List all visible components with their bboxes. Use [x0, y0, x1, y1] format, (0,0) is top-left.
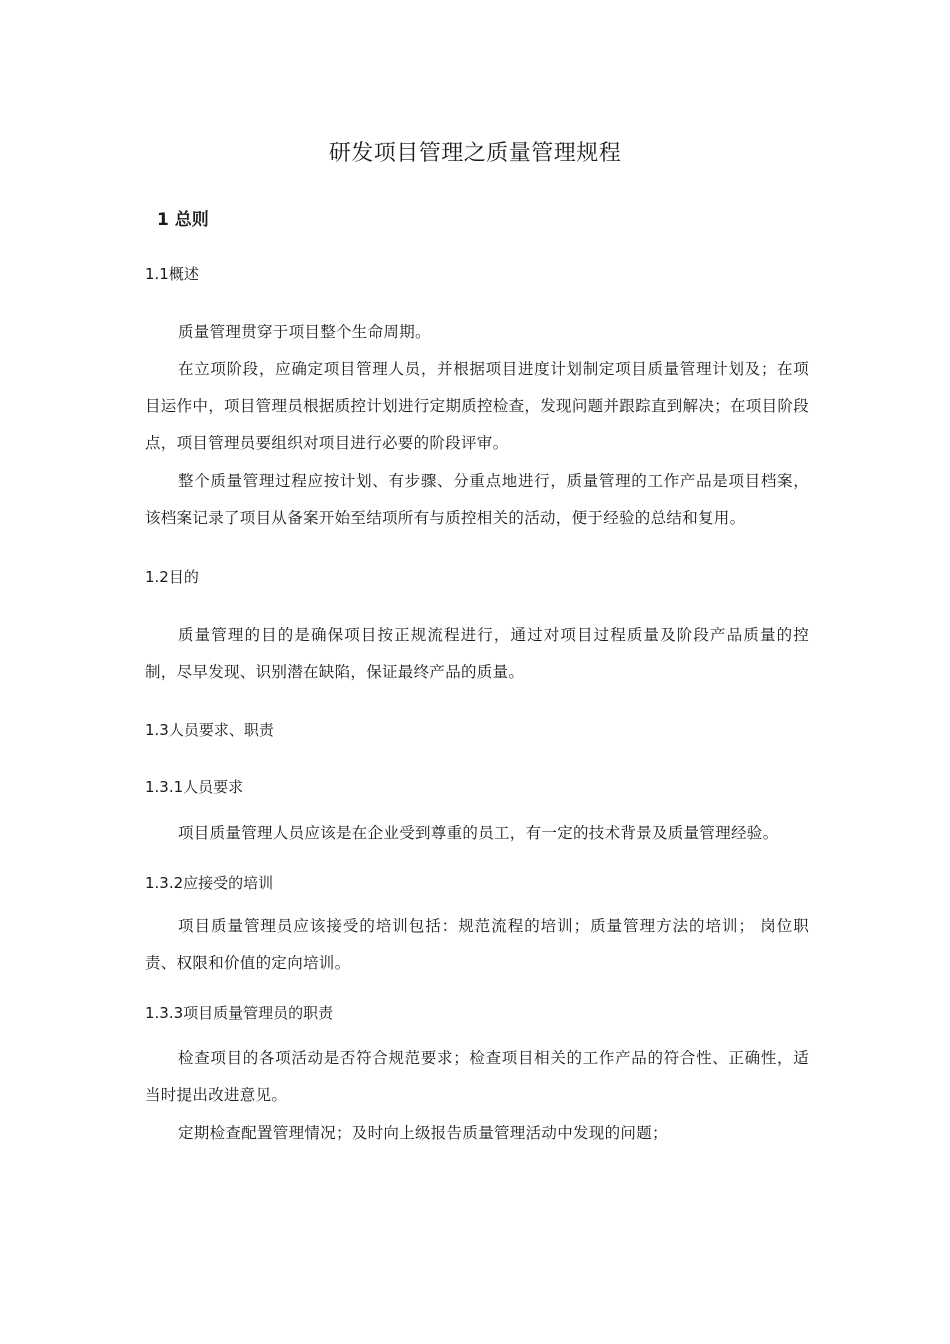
- paragraph-1-3-1-a: 项目质量管理人员应该是在企业受到尊重的员工，有一定的技术背景及质量管理经验。: [178, 824, 779, 842]
- paragraph-1-1-b: 在立项阶段，应确定项目管理人员，并根据项目进度计划制定项目质量管理计划及；在项目运作中，项目管理员根据质控计划进行定期质控检查，发现问题并跟踪直到解决；在项目阶段点，项目管理员要组织对项目进行必要的阶段评审。: [145, 360, 809, 452]
- paragraph-1-1-a: 质量管理贯穿于项目整个生命周期。: [178, 323, 431, 341]
- section-1-3-heading: 1.3人员要求、职责: [145, 721, 274, 739]
- section-1-2-heading: 1.2目的: [145, 568, 199, 586]
- document-title: 研发项目管理之质量管理规程: [328, 141, 622, 166]
- section-1-3-1-heading: 1.3.1人员要求: [145, 778, 244, 796]
- paragraph-1-1-c: 整个质量管理过程应按计划、有步骤、分重点地进行，质量管理的工作产品是项目档案，该档案记录了项目从备案开始至结项所有与质控相关的活动，便于经验的总结和复用。: [145, 472, 809, 527]
- section-1-heading: 1 总则: [157, 210, 209, 230]
- section-1-3-2-heading: 1.3.2应接受的培训: [145, 874, 274, 892]
- paragraph-1-3-2-a: 项目质量管理员应该接受的培训包括：规范流程的培训；质量管理方法的培训； 岗位职责、权限和价值的定向培训。: [145, 917, 809, 972]
- paragraph-1-3-3-b: 定期检查配置管理情况；及时向上级报告质量管理活动中发现的问题；: [178, 1124, 668, 1142]
- paragraph-1-2-a: 质量管理的目的是确保项目按正规流程进行，通过对项目过程质量及阶段产品质量的控制，尽早发现、识别潜在缺陷，保证最终产品的质量。: [145, 626, 809, 681]
- paragraph-1-3-3-a: 检查项目的各项活动是否符合规范要求；检查项目相关的工作产品的符合性、正确性，适当时提出改进意见。: [145, 1049, 809, 1104]
- section-1-3-3-heading: 1.3.3项目质量管理员的职责: [145, 1004, 334, 1022]
- section-1-1-heading: 1.1概述: [145, 265, 199, 283]
